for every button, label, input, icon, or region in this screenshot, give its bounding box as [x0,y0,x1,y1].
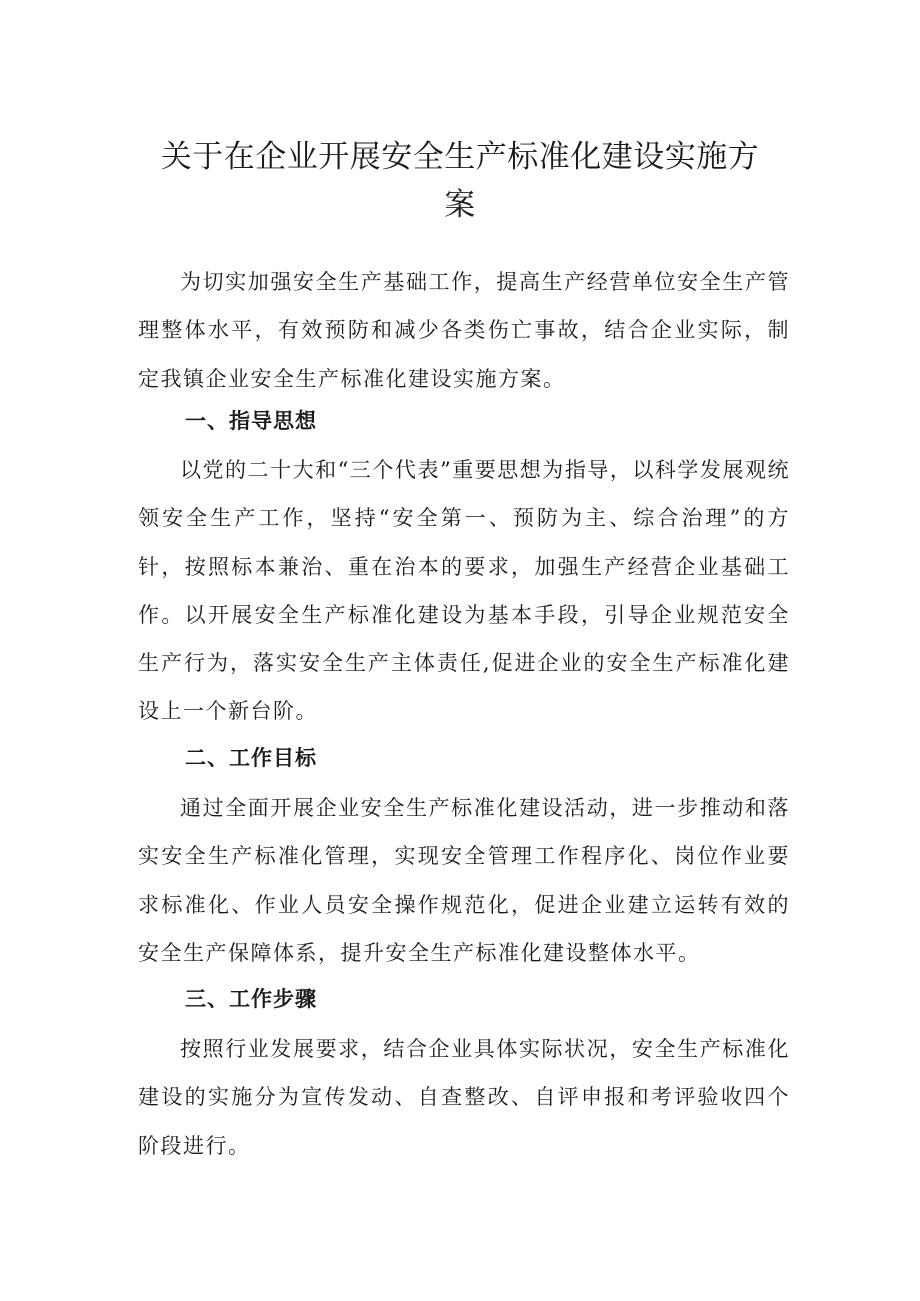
section-body-work-goals: 通过全面开展企业安全生产标准化建设活动，进一步推动和落实安全生产标准化管理，实现安全管理工作程序化、岗位作业要求标准化、作业人员安全操作规范化，促进企业建立运转有效的安全生产保障体系，提升安全生产标准化建设整体水平。 [138,796,790,965]
section-body-guiding-ideology: 以党的二十大和“三个代表”重要思想为指导，以科学发展观统领安全生产工作，坚持“安全第一、预防为主、综合治理”的方针，按照标本兼治、重在治本的要求，加强生产经营企业基础工作。以开展安全生产标准化建设为基本手段，引导企业规范安全生产行为，落实安全生产主体责任,促进企业的安全生产标准化建设上一个新台阶。 [138,458,790,724]
section-heading-work-goals: 二、工作目标 [185,746,317,770]
section-heading-work-steps: 三、工作步骤 [185,987,317,1011]
document-title-line-1: 关于在企业开展安全生产标准化建设实施方 [160,139,760,175]
section-body-work-steps: 按照行业发展要求，结合企业具体实际状况，安全生产标准化建设的实施分为宣传发动、自查整改、自评申报和考评验收四个阶段进行。 [138,1037,790,1158]
section-heading-guiding-ideology: 一、指导思想 [185,409,317,433]
document-title-line-2: 案 [444,187,476,223]
intro-paragraph: 为切实加强安全生产基础工作，提高生产经营单位安全生产管理整体水平，有效预防和减少各类伤亡事故，结合企业实际，制定我镇企业安全生产标准化建设实施方案。 [138,270,790,391]
